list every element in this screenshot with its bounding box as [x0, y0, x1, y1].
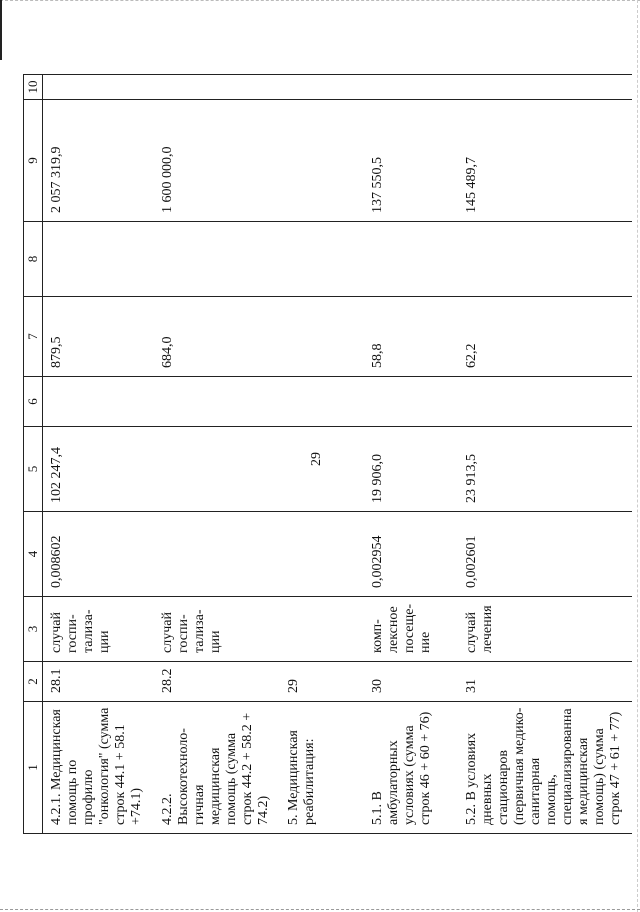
row-value-9: 1 600 000,0 — [154, 100, 280, 222]
row-unit: случай госпи-тализа-ции — [154, 597, 280, 662]
row-name: 4.2.2. Высокотехноло-гичная медицинская помощь (сумма строк 44.2 + 58.2 + 74.2) — [154, 702, 280, 834]
data-table — [23, 74, 632, 834]
row-value-8 — [43, 222, 155, 297]
row-value-5: 23 913,5 — [458, 427, 632, 512]
column-header-8: 8 — [24, 222, 43, 297]
row-value-8 — [154, 222, 280, 297]
row-line-number: 28.2 — [154, 662, 280, 702]
row-value-7: 62,2 — [458, 297, 632, 377]
row-value-4 — [154, 512, 280, 597]
row-value-7: 58,8 — [364, 297, 458, 377]
row-value-4: 0,002954 — [364, 512, 458, 597]
row-value-8 — [458, 222, 632, 297]
row-value-4 — [280, 512, 364, 597]
column-header-4: 4 — [24, 512, 43, 597]
table-row — [154, 75, 280, 834]
row-value-9: 145 489,7 — [458, 100, 632, 222]
row-value-6 — [458, 377, 632, 427]
row-value-6 — [154, 377, 280, 427]
row-value-9 — [280, 100, 364, 222]
table-row — [458, 75, 632, 834]
header-row — [24, 75, 43, 834]
row-name: 5. Медицинская реабилитация: — [280, 702, 364, 834]
row-unit: случай лечения — [458, 597, 632, 662]
column-header-1: 1 — [24, 702, 43, 834]
column-header-2: 2 — [24, 662, 43, 702]
row-value-6 — [43, 377, 155, 427]
row-value-10 — [458, 75, 632, 100]
column-header-6: 6 — [24, 377, 43, 427]
row-value-5: 19 906,0 — [364, 427, 458, 512]
scan-edge-top — [0, 0, 640, 3]
row-value-4: 0,002601 — [458, 512, 632, 597]
row-value-7 — [280, 297, 364, 377]
column-header-7: 7 — [24, 297, 43, 377]
document-table-rotated — [23, 75, 623, 834]
row-value-7: 879,5 — [43, 297, 155, 377]
row-line-number: 31 — [458, 662, 632, 702]
table-row — [43, 75, 155, 834]
row-unit — [280, 597, 364, 662]
row-name: 5.2. В условиях дневных стационаров (первичная медико-санитарная помощь, специализированная медицинская помощь) (сумма строк 47 + 61 + 77) — [458, 702, 632, 834]
row-line-number: 28.1 — [43, 662, 155, 702]
row-value-4: 0,008602 — [43, 512, 155, 597]
row-value-6 — [280, 377, 364, 427]
row-value-7: 684,0 — [154, 297, 280, 377]
row-value-10 — [43, 75, 155, 100]
row-value-10 — [280, 75, 364, 100]
row-value-8 — [364, 222, 458, 297]
page-number: 29 — [309, 452, 324, 466]
column-header-9: 9 — [24, 100, 43, 222]
row-value-10 — [154, 75, 280, 100]
table-row — [364, 75, 458, 834]
row-name: 5.1. В амбулаторных условиях (сумма строк 46 + 60 + 76) — [364, 702, 458, 834]
row-line-number: 30 — [364, 662, 458, 702]
row-value-5 — [280, 427, 364, 512]
row-value-5 — [154, 427, 280, 512]
row-unit: комп-лексное посеще-ние — [364, 597, 458, 662]
row-value-8 — [280, 222, 364, 297]
row-line-number: 29 — [280, 662, 364, 702]
column-header-10: 10 — [24, 75, 43, 100]
row-value-10 — [364, 75, 458, 100]
row-value-6 — [364, 377, 458, 427]
scan-edge-left — [0, 0, 2, 60]
table-row — [280, 75, 364, 834]
row-unit: случай госпи-тализа-ции — [43, 597, 155, 662]
row-name: 4.2.1. Медицинская помощь по профилю "онкология" (сумма строк 44.1 + 58.1 +74.1) — [43, 702, 155, 834]
row-value-9: 2 057 319,9 — [43, 100, 155, 222]
row-value-5: 102 247,4 — [43, 427, 155, 512]
column-header-3: 3 — [24, 597, 43, 662]
column-header-5: 5 — [24, 427, 43, 512]
row-value-9: 137 550,5 — [364, 100, 458, 222]
